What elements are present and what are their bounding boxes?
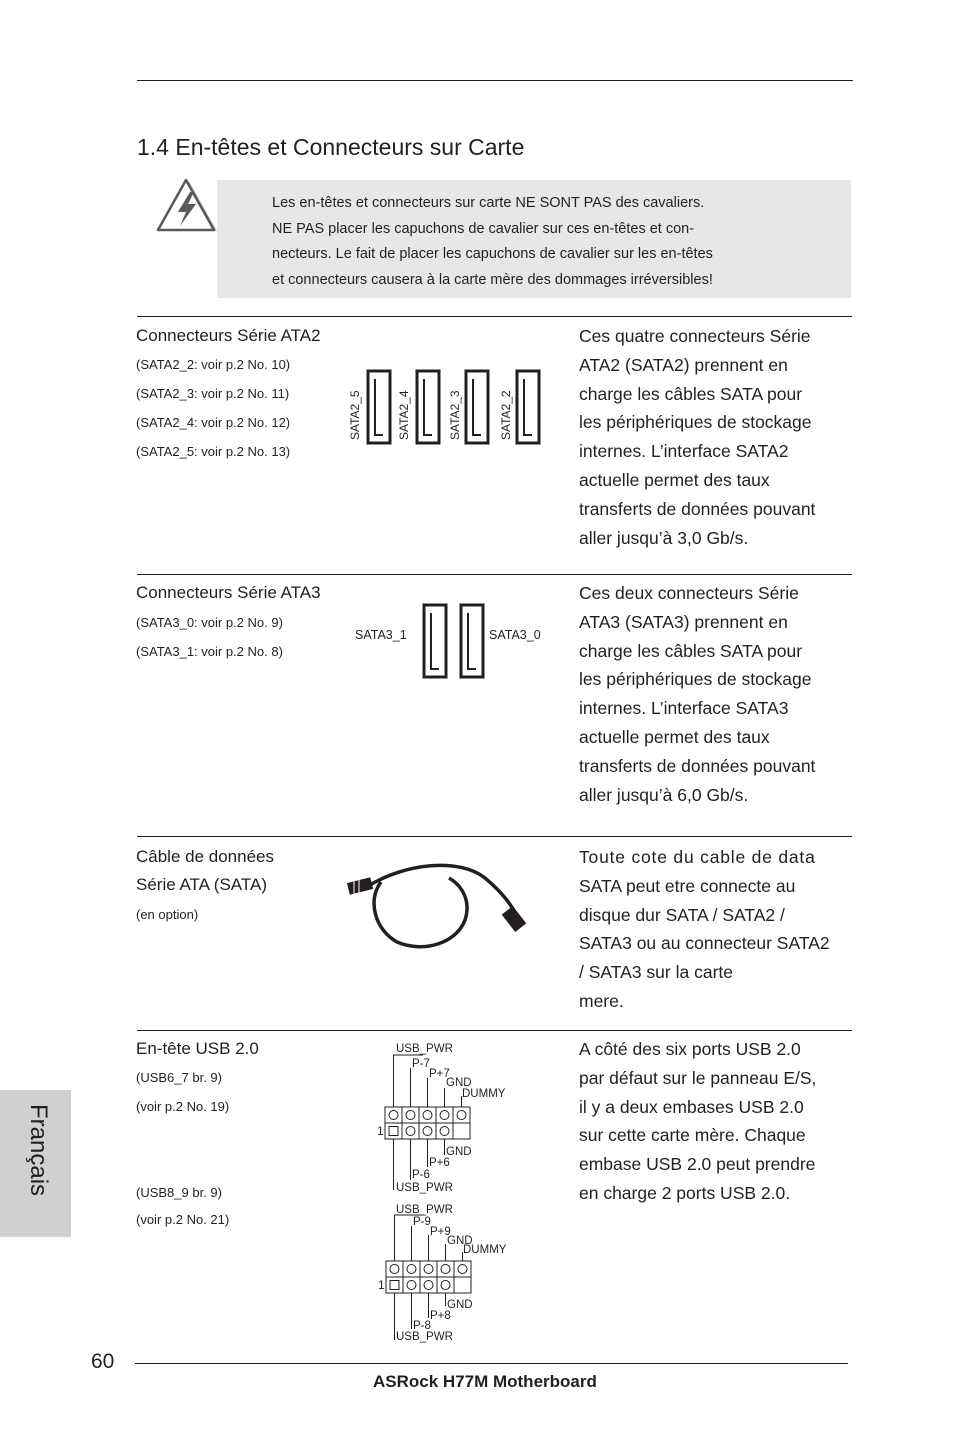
desc-line: il y a deux embases USB 2.0 bbox=[579, 1096, 804, 1117]
cable-heading: Câble de données bbox=[136, 847, 275, 866]
sata2-ref: (SATA2_4: voir p.2 No. 12) bbox=[136, 415, 291, 430]
sata3-ref: (SATA3_0: voir p.2 No. 9) bbox=[136, 615, 283, 630]
desc-line: embase USB 2.0 peut prendre bbox=[579, 1154, 816, 1175]
usb-pin-header bbox=[375, 1042, 515, 1198]
desc-line: transferts de données pouvant bbox=[579, 755, 816, 776]
usb-pin-one-marker: 1 bbox=[378, 1278, 385, 1292]
sata2-heading: Connecteurs Série ATA2 bbox=[136, 326, 321, 345]
usb-pin-label: DUMMY bbox=[463, 1244, 507, 1256]
warning-line: NE PAS placer les capuchons de cavalier sur ces en-têtes et con- bbox=[272, 220, 695, 237]
usb-pin-label: USB_PWR bbox=[396, 1204, 453, 1216]
usb-pin-label: P-9 bbox=[413, 1216, 431, 1228]
desc-line: SATA peut etre connecte au bbox=[579, 875, 796, 896]
sata2-ref: (SATA2_3: voir p.2 No. 11) bbox=[136, 386, 290, 401]
usb-pin-label: DUMMY bbox=[462, 1088, 506, 1100]
desc-line: Ces quatre connecteurs Série bbox=[579, 326, 811, 346]
sata2-description bbox=[579, 322, 855, 552]
usb-pin-label: P+8 bbox=[430, 1310, 451, 1322]
sata3-connectors-diagram bbox=[421, 602, 487, 680]
desc-line: charge les câbles SATA pour bbox=[579, 383, 803, 404]
usb-pin-label: P+9 bbox=[430, 1226, 451, 1238]
usb-pin-label: P-6 bbox=[412, 1169, 430, 1181]
desc-line: disque dur SATA / SATA2 / bbox=[579, 904, 785, 925]
sata2-ref: (SATA2_5: voir p.2 No. 13) bbox=[136, 444, 291, 459]
language-tab bbox=[0, 1090, 71, 1237]
desc-line: internes. L’interface SATA2 bbox=[579, 441, 789, 462]
usb-ref: (USB6_7 br. 9) bbox=[136, 1070, 222, 1085]
usb-pin-label: P+6 bbox=[429, 1157, 450, 1169]
usb-pin-label: GND bbox=[447, 1235, 473, 1247]
sata-cable-illustration bbox=[345, 860, 530, 950]
usb-pin-one-marker: 1 bbox=[377, 1124, 384, 1138]
footer-rule bbox=[135, 1363, 848, 1364]
usb-pin-label: GND bbox=[447, 1299, 473, 1311]
section-rule bbox=[137, 316, 852, 317]
desc-line: par défaut sur le panneau E/S, bbox=[579, 1067, 817, 1088]
desc-line: actuelle permet des taux bbox=[579, 469, 770, 490]
sata2-ref: (SATA2_2: voir p.2 No. 10) bbox=[136, 357, 291, 372]
usb-heading: En-tête USB 2.0 bbox=[136, 1039, 259, 1058]
desc-line: transferts de données pouvant bbox=[579, 498, 816, 519]
cable-description bbox=[579, 843, 855, 1016]
usb-pin-label: GND bbox=[446, 1146, 472, 1158]
language-tab-label: Français bbox=[25, 1104, 52, 1197]
usb-pin-label: P-8 bbox=[413, 1320, 431, 1332]
sata3-port-label: SATA3_1 bbox=[355, 628, 407, 642]
sata3-heading: Connecteurs Série ATA3 bbox=[136, 583, 321, 602]
sata3-description bbox=[579, 579, 855, 809]
sata2-port-label: SATA2_5 bbox=[348, 390, 362, 440]
desc-line: aller jusqu’à 6,0 Gb/s. bbox=[579, 784, 749, 805]
desc-line: en charge 2 ports USB 2.0. bbox=[579, 1182, 791, 1203]
footer-product: ASRock H77M Motherboard bbox=[373, 1372, 597, 1391]
usb-pin-label: USB_PWR bbox=[396, 1043, 453, 1055]
usb-pin-label: GND bbox=[446, 1077, 472, 1089]
desc-line: internes. L’interface SATA3 bbox=[579, 698, 789, 719]
section-title: 1.4 En-têtes et Connecteurs sur Carte bbox=[137, 134, 525, 160]
page-number: 60 bbox=[91, 1350, 115, 1373]
section-rule bbox=[137, 1030, 852, 1031]
warning-line: Les en-têtes et connecteurs sur carte NE SONT PAS des cavaliers. bbox=[272, 195, 705, 211]
desc-line: Toute cote du cable de data bbox=[579, 847, 816, 867]
usb-description bbox=[579, 1035, 855, 1208]
sata3-port-label: SATA3_0 bbox=[489, 628, 541, 642]
warning-line: et connecteurs causera à la carte mère des dommages irréversibles! bbox=[272, 271, 713, 288]
sata2-port-label: SATA2_3 bbox=[448, 390, 462, 440]
cable-note: (en option) bbox=[136, 907, 199, 922]
usb-pin-label: USB_PWR bbox=[396, 1182, 453, 1194]
usb-ref: (voir p.2 No. 19) bbox=[136, 1099, 230, 1114]
usb-pin-label: P-7 bbox=[412, 1058, 430, 1070]
usb-pin-label: P+7 bbox=[429, 1068, 450, 1080]
desc-line: les périphériques de stockage bbox=[579, 412, 812, 433]
warning-line: necteurs. Le fait de placer les capuchons de cavalier sur les en-têtes bbox=[272, 246, 713, 262]
usb-header-diagram-2 bbox=[376, 1202, 516, 1348]
usb-pin-header bbox=[376, 1202, 516, 1348]
desc-line: Ces deux connecteurs Série bbox=[579, 583, 799, 603]
usb-ref: (USB8_9 br. 9) bbox=[136, 1185, 222, 1200]
desc-line: actuelle permet des taux bbox=[579, 726, 770, 747]
sata2-port-label: SATA2_2 bbox=[499, 390, 513, 440]
sata2-port-label: SATA2_4 bbox=[397, 390, 411, 440]
sata3-ref: (SATA3_1: voir p.2 No. 8) bbox=[136, 644, 283, 659]
usb-pin-label: USB_PWR bbox=[396, 1331, 453, 1343]
desc-line: sur cette carte mère. Chaque bbox=[579, 1125, 806, 1146]
desc-line: / SATA3 sur la carte bbox=[579, 962, 733, 983]
usb-header-diagram-1 bbox=[375, 1042, 515, 1198]
desc-line: mere. bbox=[579, 990, 624, 1011]
cable-heading: Série ATA (SATA) bbox=[136, 875, 267, 894]
desc-line: les périphériques de stockage bbox=[579, 669, 812, 690]
desc-line: charge les câbles SATA pour bbox=[579, 640, 803, 661]
section-rule bbox=[137, 574, 852, 575]
section-rule bbox=[137, 836, 852, 837]
desc-line: A côté des six ports USB 2.0 bbox=[579, 1039, 801, 1059]
desc-line: ATA2 (SATA2) prennent en bbox=[579, 354, 788, 375]
desc-line: aller jusqu’à 3,0 Gb/s. bbox=[579, 527, 749, 548]
top-rule bbox=[137, 80, 853, 81]
usb-ref: (voir p.2 No. 21) bbox=[136, 1212, 230, 1227]
warning-box bbox=[217, 180, 851, 298]
warning-triangle-icon bbox=[156, 178, 220, 236]
desc-line: ATA3 (SATA3) prennent en bbox=[579, 611, 788, 632]
desc-line: SATA3 ou au connecteur SATA2 bbox=[579, 933, 830, 954]
warning-text bbox=[272, 191, 783, 293]
